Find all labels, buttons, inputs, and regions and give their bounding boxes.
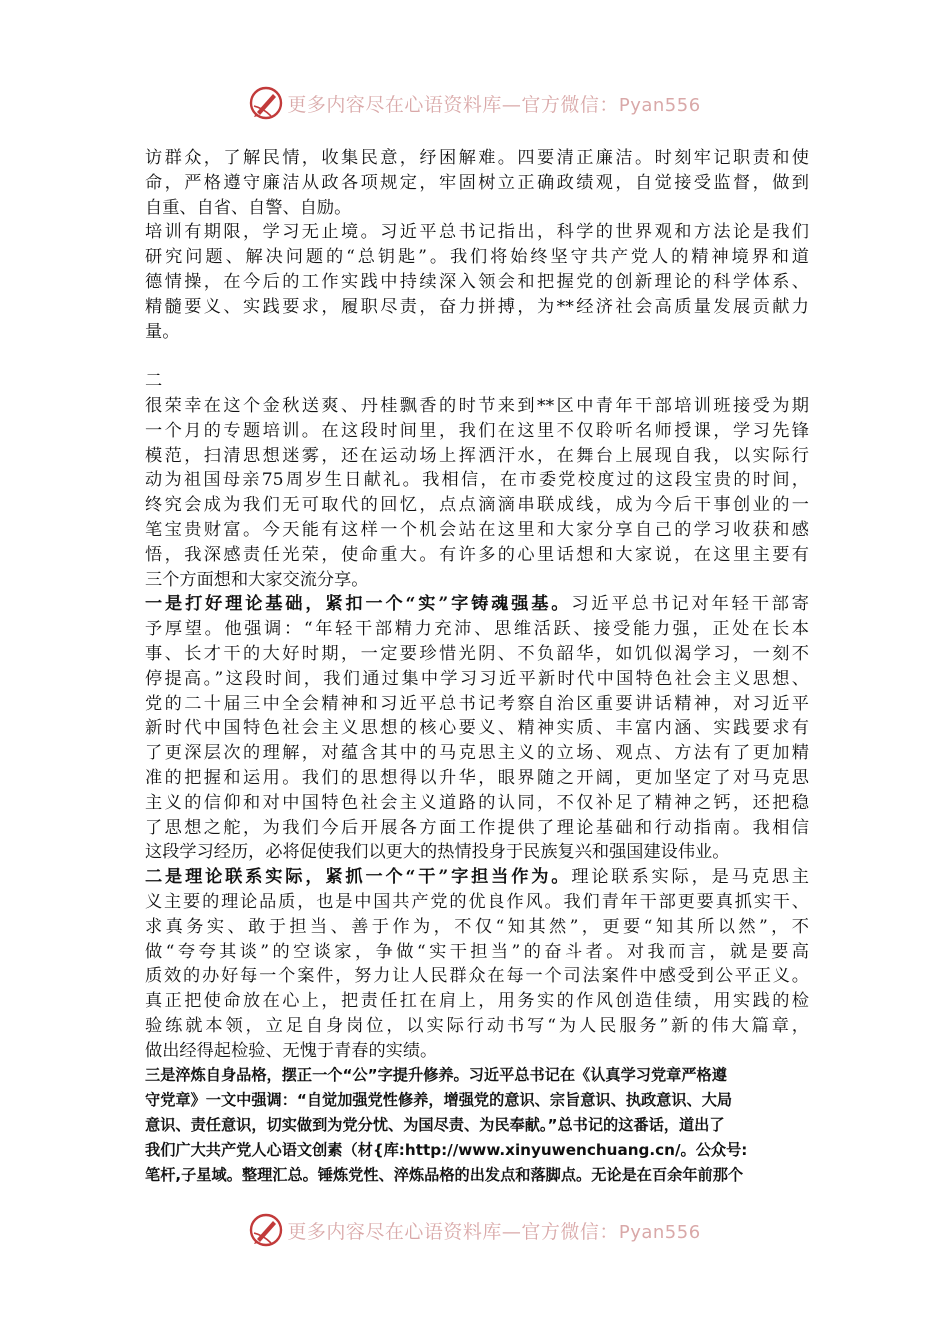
text-line: 动为祖国母亲75周岁生日献礼。我相信，在市委党校度过的这段宝贵的时间， (145, 470, 809, 491)
header-banner (0, 83, 950, 123)
text-line: 验练就本领，立足自身岗位，以实际行动书写“为人民服务”新的伟大篇章， (145, 1015, 809, 1036)
text-line: 一个月的专题培训。在这段时间里，我们在这里不仅聆听名师授课，学习先锋 (145, 420, 809, 441)
text-line: 德情操，在今后的工作实践中持续深入领会和把握党的创新理论的科学体系、 (145, 271, 809, 292)
text-line: 事、长才干的大好时期，一定要珍惜光阴、不负韶华，如饥似渴学习，一刻不 (145, 643, 809, 664)
text-line: 精髓要义、实践要求，履职尽责，奋力拼搏，为**经济社会高质量发展贡献力 (145, 296, 809, 317)
text-line: 这段学习经历，必将促使我们以更大的热情投身于民族复兴和强国建设伟业。 (145, 842, 730, 863)
section-mark: 二 (145, 371, 163, 392)
text-line: 一是打好理论基础，紧扣一个“实”字铸魂强基。习近平总书记对年轻干部寄 (145, 594, 809, 615)
paragraph-1 (145, 146, 809, 220)
text-line: 研究问题、解决问题的“总钥匙”。我们将始终坚守共产党人的精神境界和道 (145, 247, 809, 268)
paragraph-heading: 一是打好理论基础，紧扣一个“实”字铸魂强基。 (145, 594, 572, 615)
text-line: 党的二十届三中全会精神和习近平总书记考察自治区重要讲话精神，对习近平 (145, 693, 809, 714)
paragraph-3 (145, 394, 809, 592)
blank-line (145, 344, 809, 369)
text-line: 意识、责任意识，切实做到为党分忧、为国尽责、为民奉献。”总书记的这番话，道出了 (145, 1116, 725, 1135)
text-line: 了思想之舵，为我们今后开展各方面工作提供了理论基础和行动指南。我相信 (145, 817, 809, 838)
text-line: 笔宝贵财富。今天能有这样一个机会站在这里和大家分享自己的学习收获和感 (145, 519, 809, 540)
banner-text: 更多内容尽在心语资料库—官方微信：Pyan556 (287, 93, 701, 116)
text-line: 守党章》一文中强调：“自觉加强党性修养，增强党的意识、宗旨意识、执政意识、大局 (145, 1091, 733, 1110)
paragraph-heading: 二是理论联系实际，紧抓一个“干”字担当作为。 (145, 867, 572, 888)
banner-text: 更多内容尽在心语资料库—官方微信：Pyan556 (287, 1220, 701, 1243)
text-line: 自重、自省、自警、自励。 (145, 197, 352, 218)
paragraph-6 (145, 1063, 809, 1187)
pen-logo-icon (249, 1213, 283, 1247)
text-line: 新时代中国特色社会主义思想的核心要义、精神实质、丰富内涵、实践要求有 (145, 718, 809, 739)
footer-banner (0, 1210, 950, 1250)
text-line: 模范，扫清思想迷雾，还在运动场上挥洒汗水，在舞台上展现自我，以实际行 (145, 445, 809, 466)
paragraph-5 (145, 865, 809, 1063)
text-line: 予厚望。他强调：“年轻干部精力充沛、思维活跃、接受能力强，正处在长本 (145, 619, 809, 640)
text-line: 命，严格遵守廉洁从政各项规定，牢固树立正确政绩观，自觉接受监督，做到 (145, 172, 809, 193)
text-line: 三是淬炼自身品格，摆正一个“公”字提升修养。习近平总书记在《认真学习党章严格遵 (145, 1066, 727, 1085)
text-line: 终究会成为我们无可取代的回忆，点点滴滴串联成线，成为今后干事创业的一 (145, 495, 809, 516)
text-line: 做“夸夸其谈”的空谈家，争做“实干担当”的奋斗者。对我而言，就是要高 (145, 941, 809, 962)
text-line: 义主要的理论品质，也是中国共产党的优良作风。我们青年干部更要真抓实干、 (145, 891, 809, 912)
text-line: 停提高。”这段时间，我们通过集中学习习近平新时代中国特色社会主义思想、 (145, 668, 809, 689)
text-line: 悟，我深感责任光荣，使命重大。有许多的心里话想和大家说，在这里主要有 (145, 544, 809, 565)
text-line: 培训有期限，学习无止境。习近平总书记指出，科学的世界观和方法论是我们 (145, 222, 809, 243)
document-body (145, 146, 809, 1187)
text-line: 二是理论联系实际，紧抓一个“干”字担当作为。理论联系实际，是马克思主 (145, 867, 809, 888)
text-line: 做出经得起检验、无愧于青春的实绩。 (145, 1040, 438, 1061)
text-line: 笔杆,子星域。整理汇总。锤炼党性、淬炼品格的出发点和落脚点。无论是在百余年前那个 (145, 1165, 744, 1184)
text-line: 主义的信仰和对中国特色社会主义道路的认同，不仅补足了精神之钙，还把稳 (145, 792, 809, 813)
pen-logo-icon (249, 86, 283, 120)
text-line: 三个方面想和大家交流分享。 (145, 569, 369, 590)
text-line: 准的把握和运用。我们的思想得以升华，眼界随之开阔，更加坚定了对马克思 (145, 767, 809, 788)
text-line: 求真务实、敢于担当、善于作为，不仅“知其然”，更要“知其所以然”，不 (145, 916, 809, 937)
text-line: 质效的办好每一个案件，努力让人民群众在每一个司法案件中感受到公平正义。 (145, 966, 809, 987)
text-line: 我们广大共产党人心语文创素（材{库:http://www.xinyuwenchuang.cn/。公众号: (145, 1140, 748, 1159)
paragraph-4 (145, 592, 809, 865)
text-line: 访群众，了解民情，收集民意，纾困解难。四要清正廉洁。时刻牢记职责和使 (145, 148, 809, 168)
text-line: 真正把使命放在心上，把责任扛在肩上，用务实的作风创造佳绩，用实践的检 (145, 991, 809, 1012)
text-line: 了更深层次的理解，对蕴含其中的马克思主义的立场、观点、方法有了更加精 (145, 743, 809, 764)
text-line: 量。 (145, 321, 180, 342)
text-line: 很荣幸在这个金秋送爽、丹桂飘香的时节来到**区中青年干部培训班接受为期 (145, 395, 809, 416)
paragraph-2 (145, 220, 809, 344)
